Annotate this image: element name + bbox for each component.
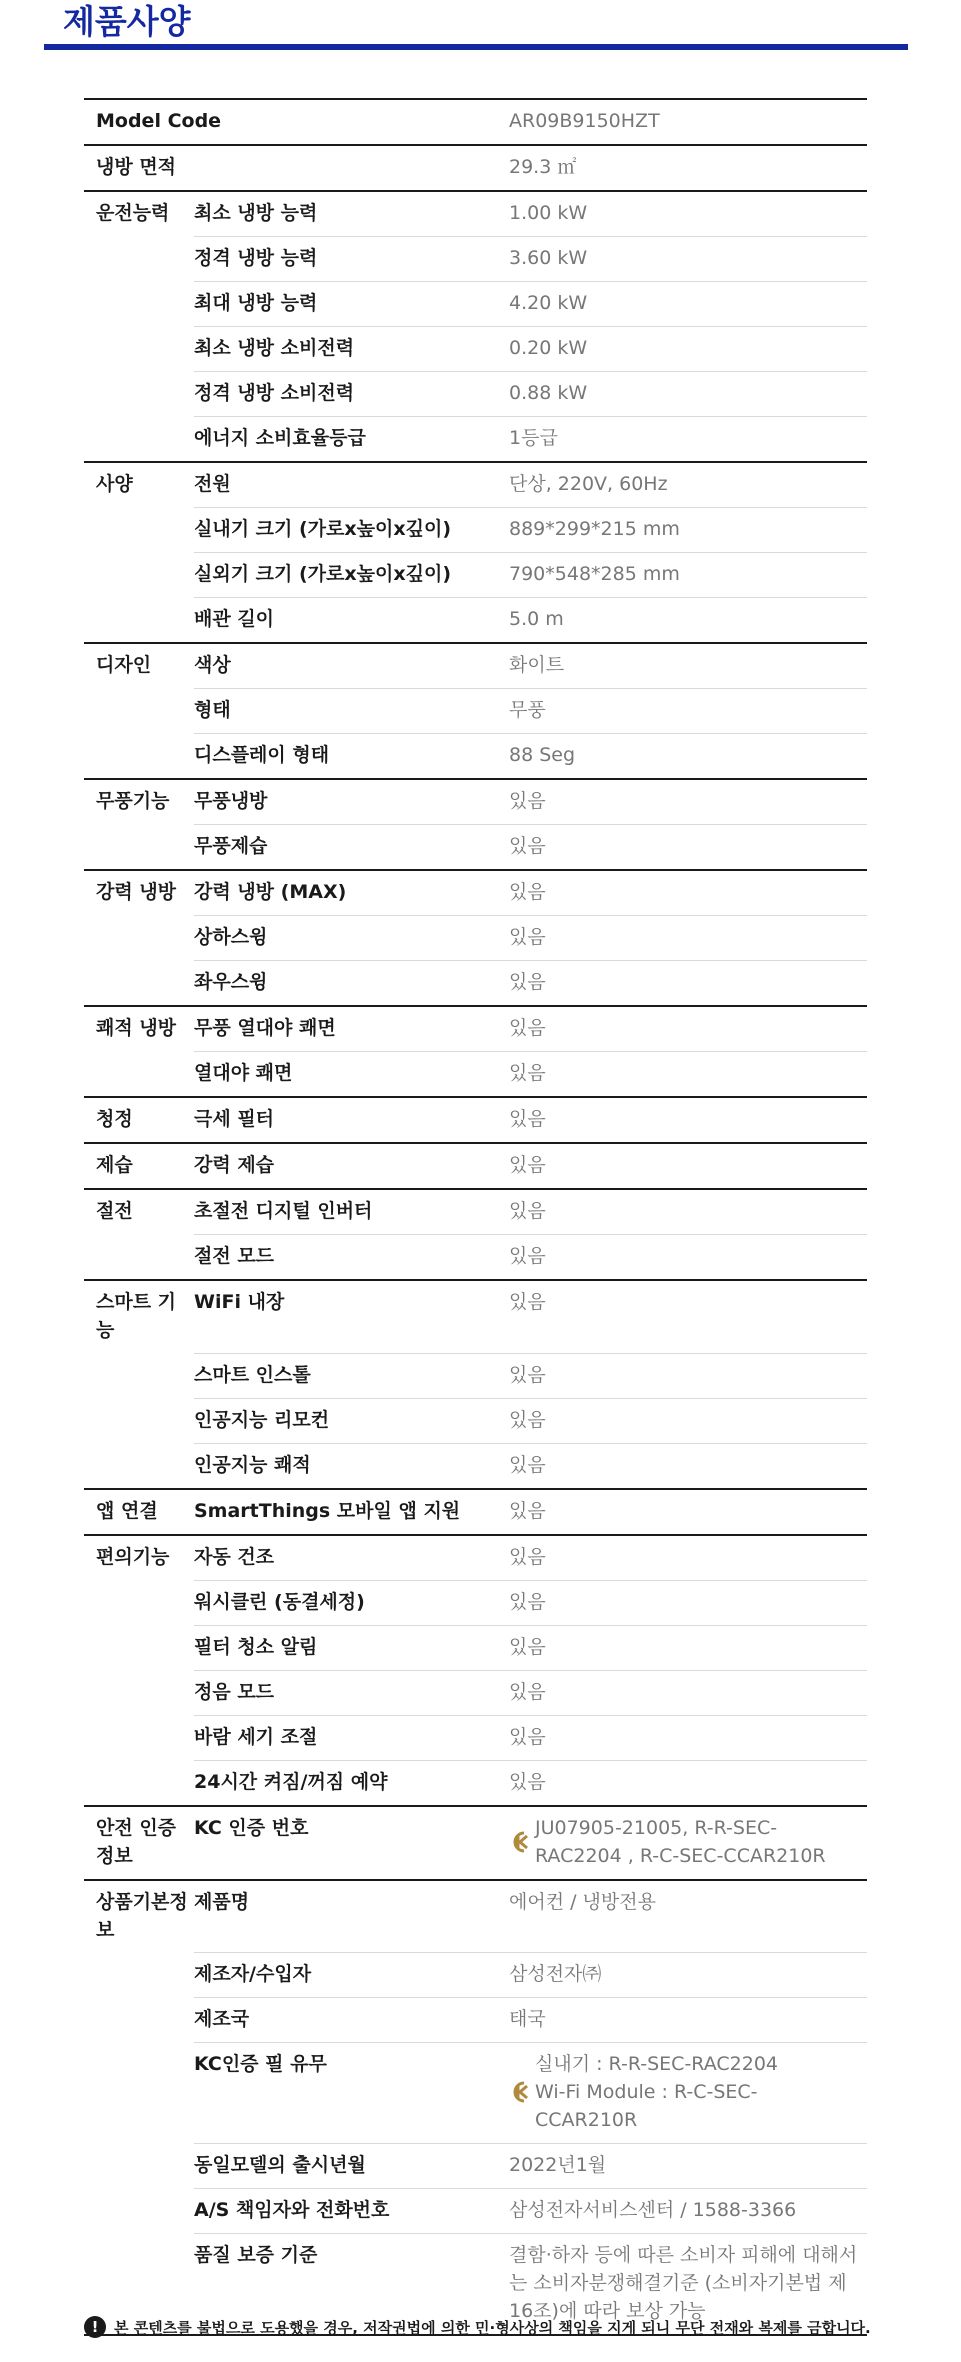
spec-group-label: 제습 xyxy=(84,1143,194,1189)
spec-value: 있음 xyxy=(509,1006,867,1052)
spec-table xyxy=(84,98,867,2336)
spec-item-label: 최소 냉방 소비전력 xyxy=(194,327,509,372)
spec-value: 있음 xyxy=(509,961,867,1007)
spec-item-label: 무풍 열대야 쾌면 xyxy=(194,1006,509,1052)
spec-row xyxy=(84,689,867,734)
spec-value: 88 Seg xyxy=(509,734,867,780)
spec-item-label: 무풍냉방 xyxy=(194,779,509,825)
spec-value: 5.0 m xyxy=(509,598,867,644)
spec-group-label xyxy=(84,1760,194,1806)
kc-mark-icon xyxy=(509,1829,531,1855)
spec-group-label xyxy=(84,508,194,553)
spec-item-label: 인공지능 쾌적 xyxy=(194,1443,509,1489)
spec-row xyxy=(84,508,867,553)
spec-item-label: 무풍제습 xyxy=(194,825,509,871)
spec-value: 1등급 xyxy=(509,417,867,463)
spec-group-label: Model Code xyxy=(84,99,509,145)
spec-value: 결함·하자 등에 따른 소비자 피해에 대해서는 소비자분쟁해결기준 (소비자기본법 제16조)에 따라 보상 가능 xyxy=(509,2234,867,2336)
spec-item-label: 워시클린 (동결세정) xyxy=(194,1580,509,1625)
spec-row xyxy=(84,191,867,237)
spec-value: 있음 xyxy=(509,1398,867,1443)
spec-group-label xyxy=(84,2043,194,2144)
spec-value: 있음 xyxy=(509,1715,867,1760)
spec-row xyxy=(84,99,867,145)
spec-row xyxy=(84,1443,867,1489)
spec-item-label: 실외기 크기 (가로x높이x깊이) xyxy=(194,553,509,598)
spec-group-label xyxy=(84,1353,194,1398)
spec-value: 있음 xyxy=(509,779,867,825)
spec-item-label: 색상 xyxy=(194,643,509,689)
spec-group-label: 상품기본정보 xyxy=(84,1880,194,1953)
spec-group-label xyxy=(84,372,194,417)
spec-item-label: 전원 xyxy=(194,462,509,508)
spec-row xyxy=(84,1280,867,1353)
spec-group-label xyxy=(84,2144,194,2189)
spec-value: 889*299*215 mm xyxy=(509,508,867,553)
kc-value-text: JU07905-21005, R-R-SEC-RAC2204 , R-C-SEC-CCAR210R xyxy=(535,1816,826,1867)
spec-row xyxy=(84,1052,867,1098)
spec-group-label xyxy=(84,417,194,463)
spec-group-label: 스마트 기능 xyxy=(84,1280,194,1353)
spec-row xyxy=(84,1625,867,1670)
spec-value: 있음 xyxy=(509,1580,867,1625)
spec-value: 0.88 kW xyxy=(509,372,867,417)
spec-value: 0.20 kW xyxy=(509,327,867,372)
spec-row xyxy=(84,870,867,916)
spec-value: 있음 xyxy=(509,1189,867,1235)
spec-item-label: 좌우스윙 xyxy=(194,961,509,1007)
spec-item-label: 에너지 소비효율등급 xyxy=(194,417,509,463)
spec-item-label: 24시간 켜짐/꺼짐 예약 xyxy=(194,1760,509,1806)
spec-item-label: 열대야 쾌면 xyxy=(194,1052,509,1098)
spec-value: 있음 xyxy=(509,1052,867,1098)
spec-item-label: 최소 냉방 능력 xyxy=(194,191,509,237)
spec-row xyxy=(84,1580,867,1625)
spec-row xyxy=(84,916,867,961)
spec-group-label: 청정 xyxy=(84,1097,194,1143)
spec-item-label: 제조자/수입자 xyxy=(194,1953,509,1998)
spec-group-label: 안전 인증 정보 xyxy=(84,1806,194,1880)
spec-group-label xyxy=(84,734,194,780)
spec-row xyxy=(84,1535,867,1581)
spec-row xyxy=(84,779,867,825)
spec-row xyxy=(84,1998,867,2043)
spec-group-label xyxy=(84,1625,194,1670)
spec-item-label: A/S 책임자와 전화번호 xyxy=(194,2189,509,2234)
spec-row xyxy=(84,2144,867,2189)
spec-group-label: 쾌적 냉방 xyxy=(84,1006,194,1052)
spec-value: 있음 xyxy=(509,1353,867,1398)
kc-mark-icon xyxy=(509,2079,531,2105)
spec-row xyxy=(84,1006,867,1052)
spec-row xyxy=(84,553,867,598)
spec-group-label: 편의기능 xyxy=(84,1535,194,1581)
spec-item-label: 배관 길이 xyxy=(194,598,509,644)
spec-item-label: 정격 냉방 소비전력 xyxy=(194,372,509,417)
kc-value-text: 실내기 : R-R-SEC-RAC2204 Wi-Fi Module : R-C-SEC-CCAR210R xyxy=(535,2053,779,2131)
spec-row xyxy=(84,1097,867,1143)
spec-group-label xyxy=(84,1998,194,2043)
spec-item-label: 최대 냉방 능력 xyxy=(194,282,509,327)
spec-item-label: 자동 건조 xyxy=(194,1535,509,1581)
spec-row xyxy=(84,961,867,1007)
spec-row xyxy=(84,372,867,417)
spec-item-label: 정음 모드 xyxy=(194,1670,509,1715)
spec-row xyxy=(84,1489,867,1535)
spec-value: 있음 xyxy=(509,1760,867,1806)
spec-row xyxy=(84,2043,867,2144)
spec-value: 3.60 kW xyxy=(509,237,867,282)
spec-item-label: 인공지능 리모컨 xyxy=(194,1398,509,1443)
spec-group-label: 강력 냉방 xyxy=(84,870,194,916)
page-title: 제품사양 xyxy=(63,2,191,41)
spec-group-label xyxy=(84,825,194,871)
spec-row xyxy=(84,1715,867,1760)
spec-row xyxy=(84,1353,867,1398)
spec-row xyxy=(84,643,867,689)
spec-group-label xyxy=(84,282,194,327)
spec-group-label xyxy=(84,689,194,734)
spec-row xyxy=(84,1880,867,1953)
spec-item-label: 품질 보증 기준 xyxy=(194,2234,509,2336)
spec-group-label xyxy=(84,1398,194,1443)
copyright-notice xyxy=(84,2316,884,2338)
spec-value: 있음 xyxy=(509,825,867,871)
spec-group-label xyxy=(84,1235,194,1281)
spec-group-label xyxy=(84,598,194,644)
spec-group-label: 앱 연결 xyxy=(84,1489,194,1535)
spec-group-label: 디자인 xyxy=(84,643,194,689)
spec-value: 있음 xyxy=(509,1535,867,1581)
spec-group-label xyxy=(84,1443,194,1489)
spec-group-label: 냉방 면적 xyxy=(84,145,509,191)
spec-item-label: 실내기 크기 (가로x높이x깊이) xyxy=(194,508,509,553)
spec-value xyxy=(509,1806,867,1880)
title-rule xyxy=(44,44,908,50)
spec-item-label: 제조국 xyxy=(194,1998,509,2043)
spec-value: 있음 xyxy=(509,1670,867,1715)
spec-item-label: KC인증 필 유무 xyxy=(194,2043,509,2144)
spec-row xyxy=(84,1806,867,1880)
spec-group-label xyxy=(84,237,194,282)
spec-group-label xyxy=(84,1953,194,1998)
spec-value: 삼성전자서비스센터 / 1588-3366 xyxy=(509,2189,867,2234)
spec-item-label: KC 인증 번호 xyxy=(194,1806,509,1880)
spec-value: 4.20 kW xyxy=(509,282,867,327)
spec-value: 삼성전자㈜ xyxy=(509,1953,867,1998)
spec-row xyxy=(84,145,867,191)
spec-value: 있음 xyxy=(509,870,867,916)
spec-row xyxy=(84,237,867,282)
spec-row xyxy=(84,462,867,508)
spec-value: 무풍 xyxy=(509,689,867,734)
spec-value: AR09B9150HZT xyxy=(509,99,867,145)
spec-group-label xyxy=(84,1715,194,1760)
spec-value xyxy=(509,2043,867,2144)
spec-row xyxy=(84,1670,867,1715)
spec-item-label: 절전 모드 xyxy=(194,1235,509,1281)
spec-row xyxy=(84,417,867,463)
spec-group-label xyxy=(84,1580,194,1625)
spec-row xyxy=(84,282,867,327)
spec-value: 있음 xyxy=(509,1625,867,1670)
spec-item-label: 형태 xyxy=(194,689,509,734)
spec-row xyxy=(84,825,867,871)
spec-row xyxy=(84,1760,867,1806)
spec-group-label: 운전능력 xyxy=(84,191,194,237)
spec-item-label: 바람 세기 조절 xyxy=(194,1715,509,1760)
spec-row xyxy=(84,1235,867,1281)
spec-row xyxy=(84,1953,867,1998)
spec-item-label: 상하스윙 xyxy=(194,916,509,961)
spec-group-label xyxy=(84,961,194,1007)
spec-value: 에어컨 / 냉방전용 xyxy=(509,1880,867,1953)
spec-value: 있음 xyxy=(509,1443,867,1489)
spec-value: 1.00 kW xyxy=(509,191,867,237)
spec-row xyxy=(84,327,867,372)
spec-row xyxy=(84,1143,867,1189)
spec-value: 있음 xyxy=(509,1280,867,1353)
spec-group-label: 사양 xyxy=(84,462,194,508)
spec-group-label xyxy=(84,1052,194,1098)
spec-value: 있음 xyxy=(509,1489,867,1535)
spec-group-label: 절전 xyxy=(84,1189,194,1235)
spec-item-label: 스마트 인스톨 xyxy=(194,1353,509,1398)
spec-value: 태국 xyxy=(509,1998,867,2043)
spec-value: 있음 xyxy=(509,1097,867,1143)
spec-value: 화이트 xyxy=(509,643,867,689)
spec-row xyxy=(84,598,867,644)
spec-item-label: 강력 냉방 (MAX) xyxy=(194,870,509,916)
spec-item-label: 디스플레이 형태 xyxy=(194,734,509,780)
spec-value: 2022년1월 xyxy=(509,2144,867,2189)
spec-value: 단상, 220V, 60Hz xyxy=(509,462,867,508)
spec-value: 790*548*285 mm xyxy=(509,553,867,598)
spec-row xyxy=(84,1189,867,1235)
spec-row xyxy=(84,1398,867,1443)
spec-item-label: 제품명 xyxy=(194,1880,509,1953)
spec-value: 있음 xyxy=(509,916,867,961)
spec-item-label: 강력 제습 xyxy=(194,1143,509,1189)
spec-item-label: SmartThings 모바일 앱 지원 xyxy=(194,1489,509,1535)
spec-item-label: WiFi 내장 xyxy=(194,1280,509,1353)
spec-value: 있음 xyxy=(509,1235,867,1281)
spec-group-label: 무풍기능 xyxy=(84,779,194,825)
spec-value: 29.3 ㎡ xyxy=(509,145,867,191)
spec-group-label xyxy=(84,327,194,372)
spec-group-label xyxy=(84,553,194,598)
notice-text: 본 콘텐츠를 불법으로 도용했을 경우, 저작권법에 의한 민·형사상의 책임을 지게 되니 무단 전재와 복제를 금합니다. xyxy=(114,2318,871,2337)
spec-item-label: 초절전 디지털 인버터 xyxy=(194,1189,509,1235)
spec-group-label xyxy=(84,916,194,961)
spec-row xyxy=(84,734,867,780)
exclamation-icon: ! xyxy=(84,2316,106,2338)
spec-item-label: 동일모델의 출시년월 xyxy=(194,2144,509,2189)
spec-group-label xyxy=(84,2189,194,2234)
spec-group-label xyxy=(84,1670,194,1715)
spec-row xyxy=(84,2189,867,2234)
spec-value: 있음 xyxy=(509,1143,867,1189)
spec-item-label: 필터 청소 알림 xyxy=(194,1625,509,1670)
spec-item-label: 정격 냉방 능력 xyxy=(194,237,509,282)
spec-item-label: 극세 필터 xyxy=(194,1097,509,1143)
